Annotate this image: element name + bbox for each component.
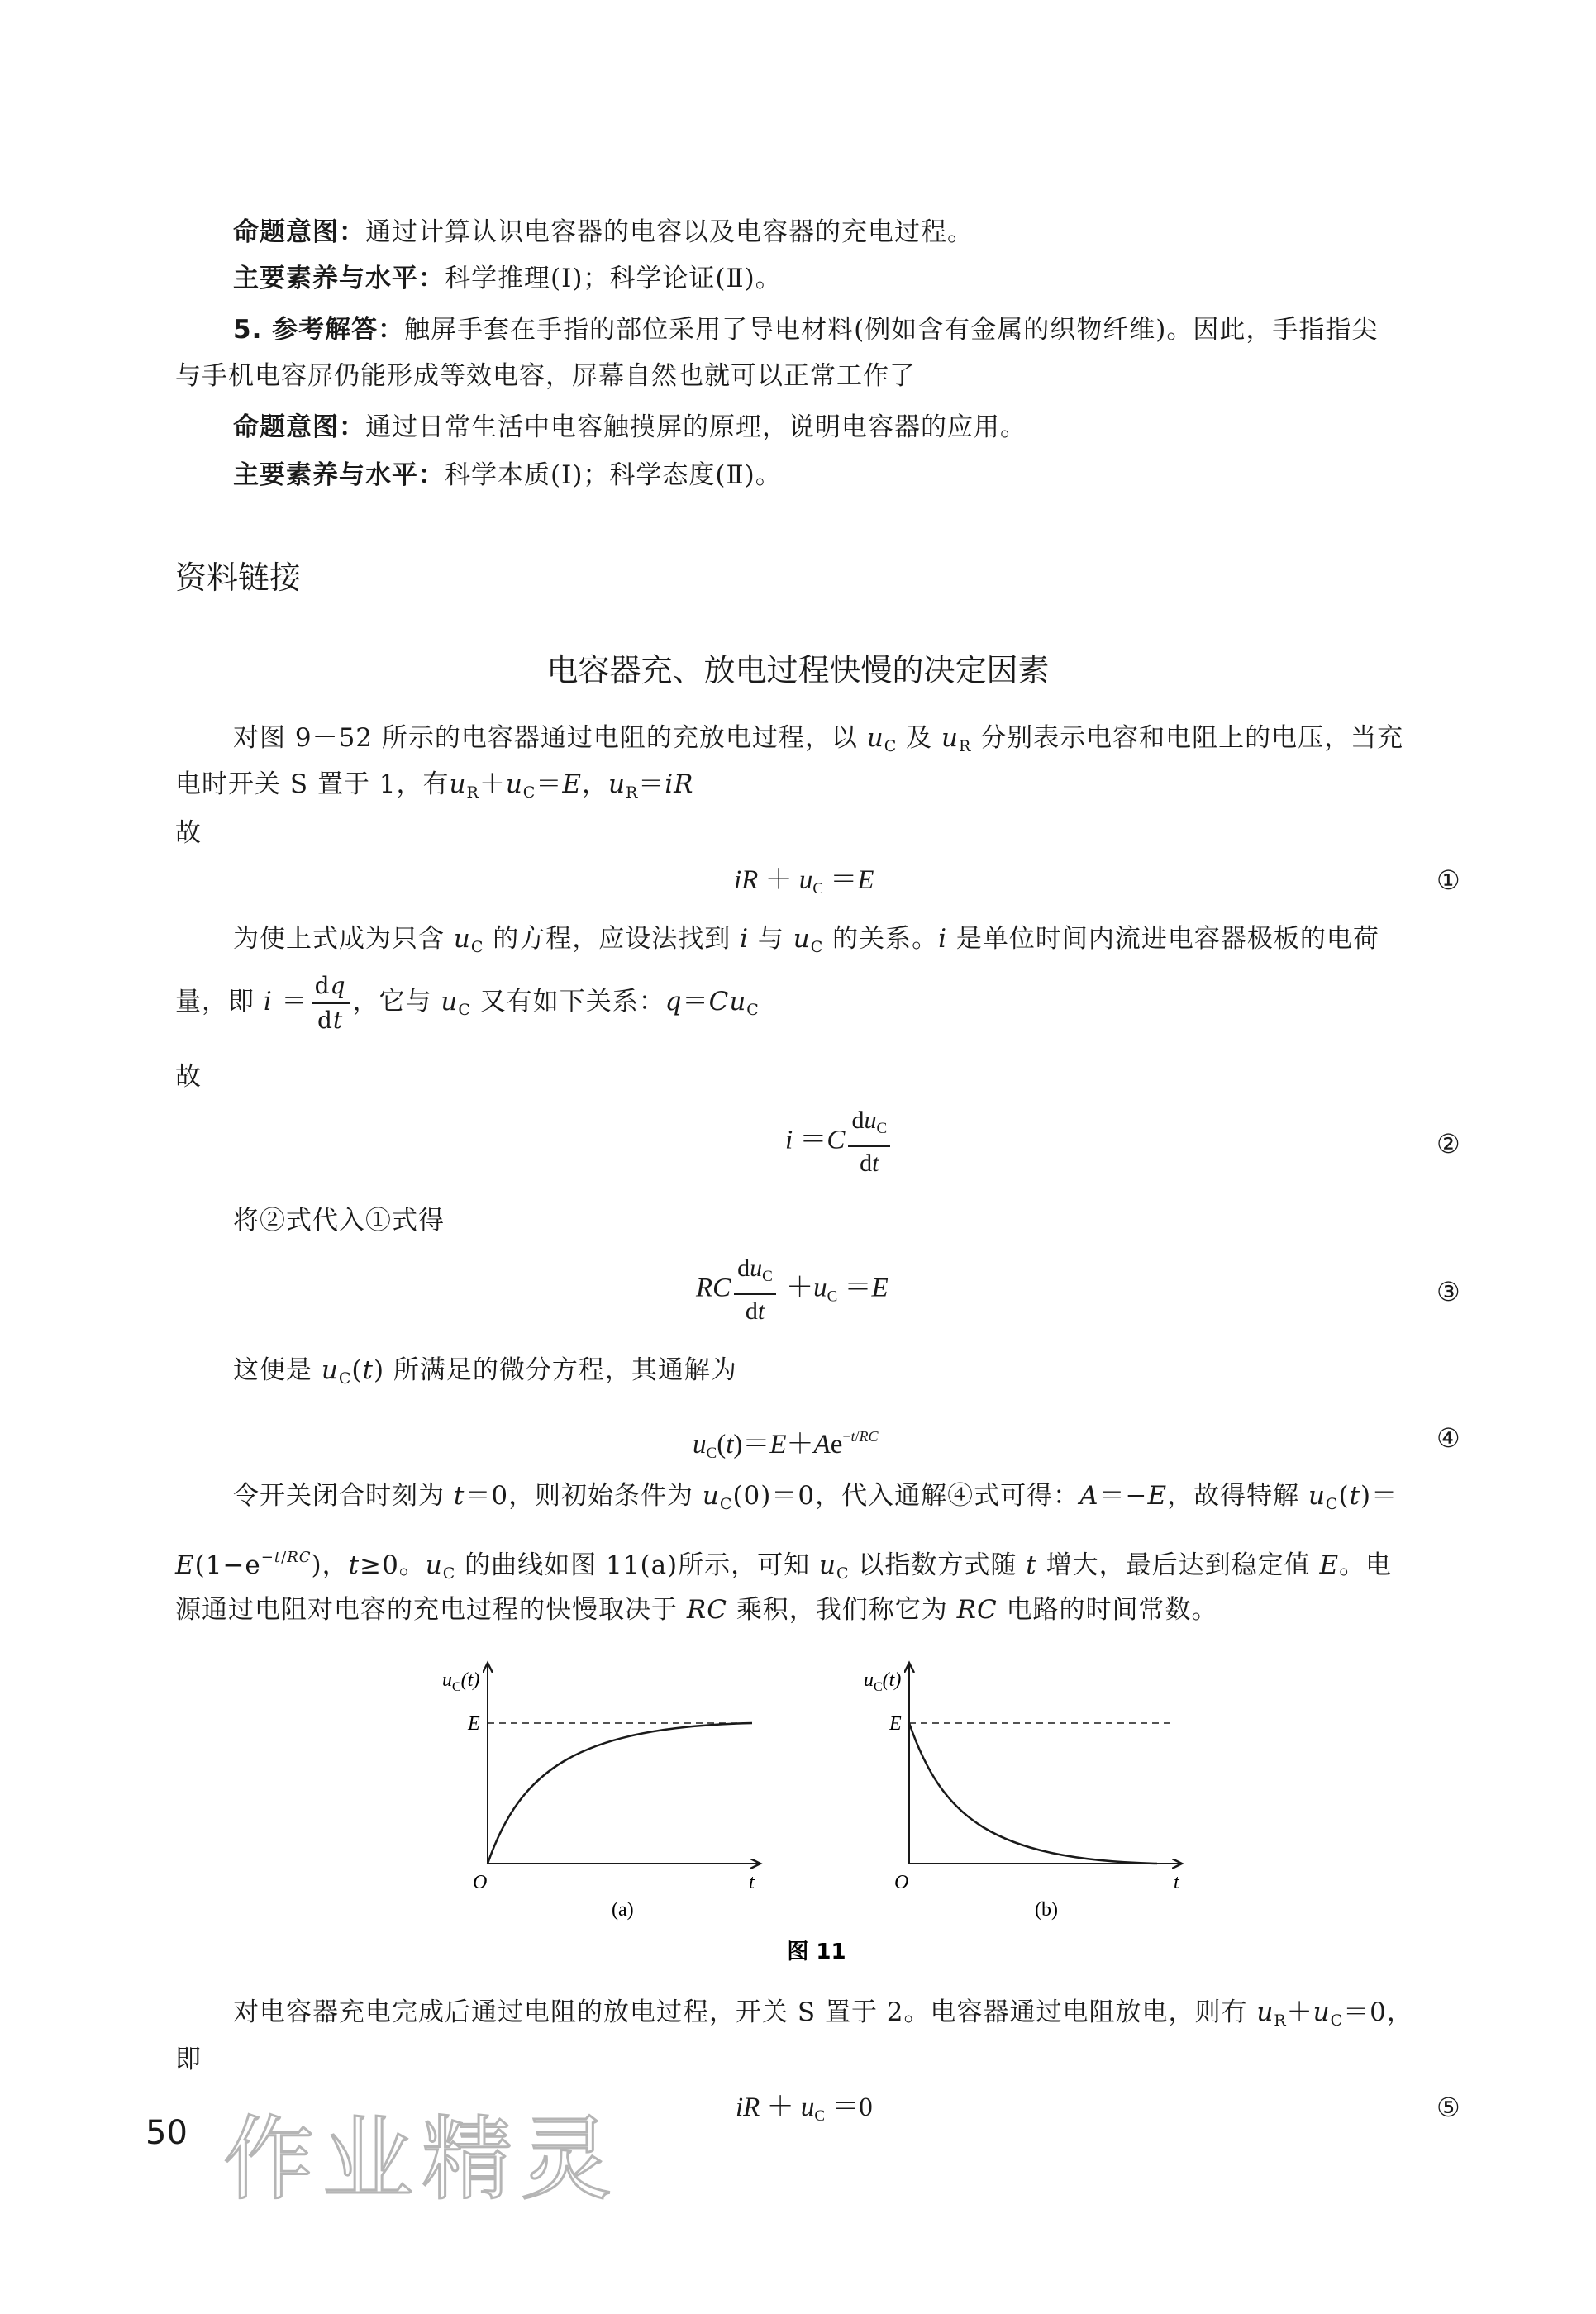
equation-5: iR ＋ $u_C =0$ — [736, 2093, 873, 2125]
equation-number-3: ③ — [1436, 1276, 1460, 1307]
graph-a — [442, 1663, 760, 1921]
answer-5-line-2: 与手机电容屏仍能形成等效电容，屏幕自然也就可以正常工作了 — [175, 361, 916, 391]
graph-a-ylabel: $u_C(t)$ — [442, 1669, 480, 1694]
graph-b-ylabel: $u_C(t)$ — [864, 1669, 902, 1694]
intent-line-1: 命题意图：通过计算认识电容器的电容以及电容器的充电过程。 — [233, 217, 974, 247]
that-is: 即 — [175, 2045, 202, 2074]
graph-b-caption: (b) — [1035, 1899, 1058, 1921]
body-line-10: 对电容器充电完成后通过电阻的放电过程，开关 S 置于 2。电容器通过电阻放电，则有 $u_R+u_C=0$， — [233, 1997, 1413, 2030]
graph-a-t-label: t — [749, 1872, 755, 1893]
answer-5-line-1: 5. 参考解答：触屏手套在手指的部位采用了导电材料(例如含有金属的织物纤维)。因此，手指指尖 — [233, 315, 1379, 345]
graph-b-discharge-curve — [909, 1723, 1157, 1864]
body-line-6: 这便是 $u_C(t)$ 所满足的微分方程，其通解为 — [233, 1355, 737, 1388]
article-title: 电容器充、放电过程快慢的决定因素 — [546, 652, 1050, 688]
equation-2: i ＝C $\frac{du_C}{dt}$ — [785, 1104, 893, 1180]
page-number: 50 — [145, 2114, 188, 2152]
figure-caption: 图 11 — [787, 1940, 846, 1964]
equation-number-1: ① — [1436, 864, 1460, 896]
equation-3: RC $\frac{du_C}{dt}$ $+u_C =E$ — [696, 1252, 889, 1328]
body-line-2: 电时开关 S 置于 1，有$u_R+u_C=E$，$u_R=iR$ — [175, 769, 694, 802]
literacy-line-1: 主要素养与水平：科学推理(Ⅰ)；科学论证(Ⅱ)。 — [233, 264, 782, 293]
equation-number-4: ④ — [1436, 1422, 1460, 1454]
figure-11 — [413, 1653, 1207, 1983]
graph-b — [864, 1663, 1182, 1921]
graph-b-t-label: t — [1174, 1872, 1179, 1893]
intent-line-2: 命题意图：通过日常生活中电容触摸屏的原理，说明电容器的应用。 — [233, 412, 1027, 442]
equation-number-5: ⑤ — [1436, 2092, 1460, 2123]
graph-a-origin: O — [473, 1872, 488, 1893]
graph-a-caption: (a) — [612, 1899, 634, 1921]
equation-1: iR ＋ $u_C =E$ — [734, 865, 874, 898]
body-line-1: 对图 9－52 所示的电容器通过电阻的充放电过程，以 $u_C$ 及 $u_R$ 分别表示电容和电阻上的电压，当充 — [233, 723, 1404, 755]
therefore-2: 故 — [175, 1062, 202, 1092]
graph-b-origin: O — [894, 1872, 909, 1893]
graph-a-e-label: E — [468, 1713, 480, 1735]
body-line-4: 量，即 i ＝ $\frac{dq}{dt}$ ，它与 $u_C$ 又有如下关系：$q=Cu_C$ — [175, 969, 760, 1043]
body-line-8: $E(1-e^{-t/RC})$，t≥0。$u_C$ 的曲线如图 11(a)所示，可知 $u_C$ 以指数方式随 t 增大，最后达到稳定值 E。电 — [175, 1549, 1393, 1583]
body-line-3: 为使上式成为只含 $u_C$ 的方程，应设法找到 i 与 $u_C$ 的关系。i 是单位时间内流进电容器极板的电荷 — [233, 924, 1379, 956]
literacy-line-2: 主要素养与水平：科学本质(Ⅰ)；科学态度(Ⅱ)。 — [233, 460, 782, 490]
graph-b-e-label: E — [889, 1713, 902, 1735]
equation-4: $u_C(t)=E+Ae^{-t/RC}$ — [693, 1428, 879, 1462]
equation-number-2: ② — [1436, 1128, 1460, 1159]
section-title: 资料链接 — [175, 559, 302, 596]
graph-a-charge-curve — [488, 1723, 752, 1864]
body-line-7: 令开关闭合时刻为 t＝0，则初始条件为 $u_C(0)=0$，代入通解④式可得：A＝−E，故得特解 $u_C(t)=$ — [233, 1481, 1398, 1513]
body-line-9: 源通过电阻对电容的充电过程的快慢取决于 RC 乘积，我们称它为 RC 电路的时间常数。 — [175, 1595, 1218, 1625]
watermark-text: 作业精灵 — [223, 2107, 620, 2212]
body-line-5: 将②式代入①式得 — [233, 1206, 445, 1236]
therefore-1: 故 — [175, 818, 202, 848]
